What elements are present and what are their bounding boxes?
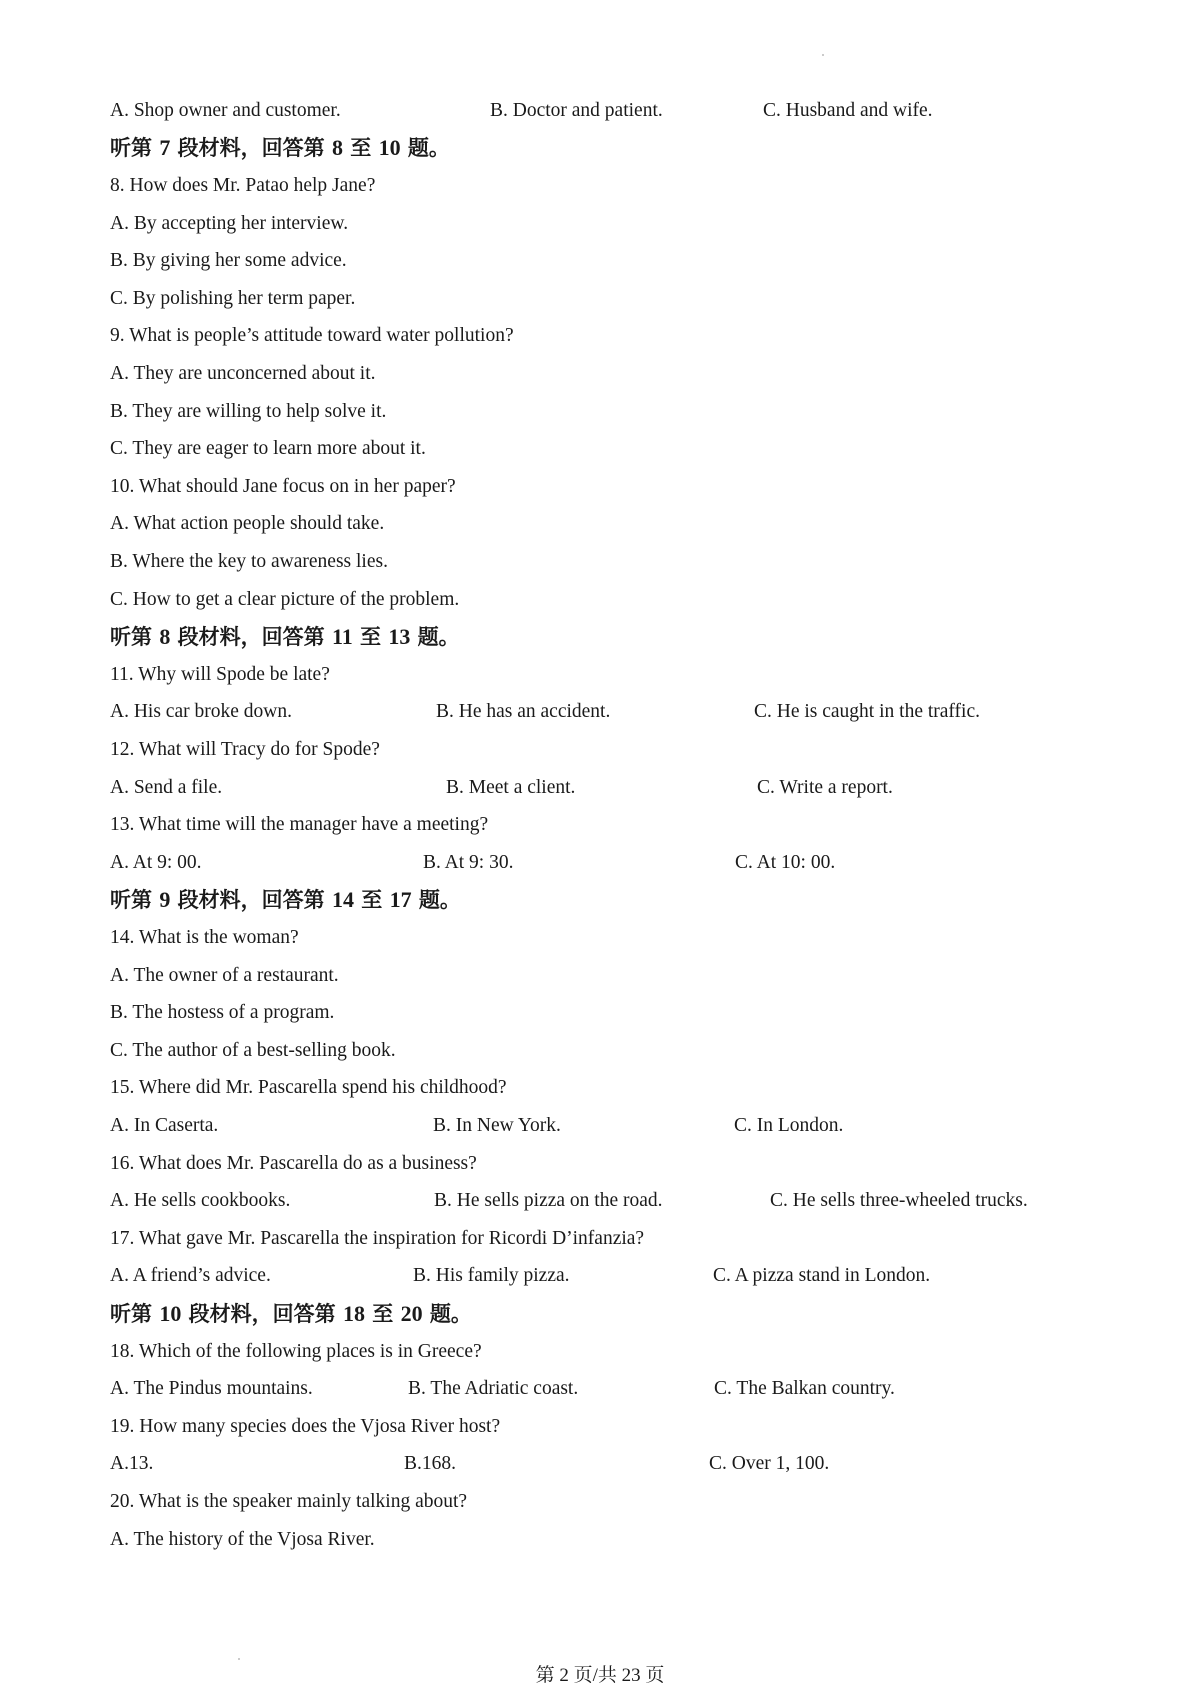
q18-stem: 18. Which of the following places is in Greece? (110, 1341, 482, 1362)
scan-speck (822, 54, 824, 56)
q9-option-b: B. They are willing to help solve it. (110, 401, 387, 422)
q18-option-c: C. The Balkan country. (714, 1378, 895, 1399)
q17-option-c: C. A pizza stand in London. (713, 1265, 931, 1286)
q15-option-a: A. In Caserta. (110, 1115, 219, 1136)
q13-option-b: B. At 9: 30. (423, 852, 514, 873)
q15-stem: 15. Where did Mr. Pascarella spend his childhood? (110, 1077, 507, 1098)
q7-option-b: B. Doctor and patient. (490, 100, 663, 121)
q7-option-c: C. Husband and wife. (763, 100, 933, 121)
q13-stem: 13. What time will the manager have a meeting? (110, 814, 489, 835)
q14-option-a: A. The owner of a restaurant. (110, 965, 339, 986)
q17-stem: 17. What gave Mr. Pascarella the inspiration for Ricordi D’infanzia? (110, 1228, 645, 1249)
q10-option-c: C. How to get a clear picture of the problem. (110, 589, 460, 610)
page-footer: 第 2 页/共 23 页 (535, 1665, 665, 1686)
q12-stem: 12. What will Tracy do for Spode? (110, 739, 380, 760)
q19-option-c: C. Over 1, 100. (709, 1453, 830, 1474)
q14-stem: 14. What is the woman? (110, 927, 299, 948)
q7-option-a: A. Shop owner and customer. (110, 100, 341, 121)
q11-option-a: A. His car broke down. (110, 701, 292, 722)
q8-option-b: B. By giving her some advice. (110, 250, 347, 271)
q19-option-a: A.13. (110, 1453, 154, 1474)
q13-option-c: C. At 10: 00. (735, 852, 836, 873)
q10-option-b: B. Where the key to awareness lies. (110, 551, 388, 572)
q14-option-b: B. The hostess of a program. (110, 1002, 335, 1023)
q11-option-c: C. He is caught in the traffic. (754, 701, 980, 722)
section-9-heading: 听第 9 段材料，回答第 14 至 17 题。 (110, 887, 461, 912)
q10-option-a: A. What action people should take. (110, 513, 385, 534)
q10-stem: 10. What should Jane focus on in her paper? (110, 476, 456, 497)
q9-stem: 9. What is people’s attitude toward water pollution? (110, 325, 514, 346)
q12-option-b: B. Meet a client. (446, 777, 576, 798)
q15-option-c: C. In London. (734, 1115, 844, 1136)
section-10-heading: 听第 10 段材料，回答第 18 至 20 题。 (110, 1301, 472, 1326)
q8-option-a: A. By accepting her interview. (110, 213, 349, 234)
q11-stem: 11. Why will Spode be late? (110, 664, 330, 685)
q17-option-a: A. A friend’s advice. (110, 1265, 271, 1286)
q18-option-a: A. The Pindus mountains. (110, 1378, 313, 1399)
q9-option-a: A. They are unconcerned about it. (110, 363, 376, 384)
q17-option-b: B. His family pizza. (413, 1265, 570, 1286)
q16-option-c: C. He sells three-wheeled trucks. (770, 1190, 1028, 1211)
q16-stem: 16. What does Mr. Pascarella do as a business? (110, 1153, 477, 1174)
section-7-heading: 听第 7 段材料，回答第 8 至 10 题。 (110, 135, 450, 160)
q19-option-b: B.168. (404, 1453, 457, 1474)
section-8-heading: 听第 8 段材料，回答第 11 至 13 题。 (110, 624, 460, 649)
q12-option-c: C. Write a report. (757, 777, 893, 798)
q8-stem: 8. How does Mr. Patao help Jane? (110, 175, 376, 196)
q20-option-a: A. The history of the Vjosa River. (110, 1529, 375, 1550)
q12-option-a: A. Send a file. (110, 777, 223, 798)
q19-stem: 19. How many species does the Vjosa River host? (110, 1416, 501, 1437)
q14-option-c: C. The author of a best-selling book. (110, 1040, 396, 1061)
q15-option-b: B. In New York. (433, 1115, 561, 1136)
q20-stem: 20. What is the speaker mainly talking about? (110, 1491, 468, 1512)
q16-option-a: A. He sells cookbooks. (110, 1190, 291, 1211)
q9-option-c: C. They are eager to learn more about it. (110, 438, 426, 459)
q13-option-a: A. At 9: 00. (110, 852, 202, 873)
q11-option-b: B. He has an accident. (436, 701, 611, 722)
q8-option-c: C. By polishing her term paper. (110, 288, 356, 309)
q18-option-b: B. The Adriatic coast. (408, 1378, 579, 1399)
q16-option-b: B. He sells pizza on the road. (434, 1190, 663, 1211)
